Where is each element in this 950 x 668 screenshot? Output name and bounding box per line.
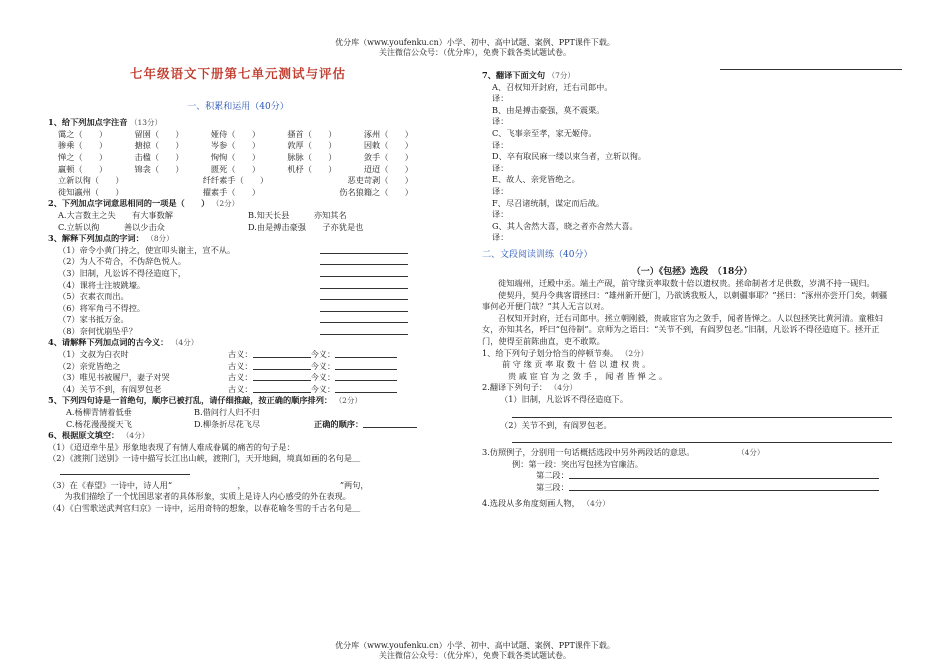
q1-item: 击楹（ ） bbox=[134, 151, 184, 162]
q5-points: （2分） bbox=[334, 396, 362, 406]
q6-item-3: （3）在《春望》一诗中，诗人用“ ， ”两句， bbox=[48, 479, 369, 490]
q7-translate-label: 译： bbox=[492, 139, 509, 150]
q4-gu-label: 古义： bbox=[228, 383, 253, 394]
q7-sentence: C、飞事亲至孝，家无姬侍。 bbox=[492, 127, 597, 138]
r3-para2-row bbox=[482, 470, 902, 482]
q7-translate-label: 译： bbox=[492, 162, 509, 173]
q3-label: 3、解释下列加点的字词： bbox=[48, 233, 144, 244]
q1-item: 留圉（ ） bbox=[134, 128, 184, 139]
q5-option-c: C.杨花漫漫搅天飞 bbox=[66, 418, 132, 429]
q1-item: 骖乘（ ） bbox=[58, 140, 108, 151]
q4-item-row bbox=[58, 361, 468, 373]
q1-row bbox=[48, 140, 413, 152]
q4-points: （4分） bbox=[170, 338, 199, 348]
q6-item-3b: 为我们描绘了一个忧国思家者的具体形象，实质上是诗人内心感受的外在表现。 bbox=[48, 491, 351, 502]
q4-gu-blank[interactable] bbox=[253, 361, 311, 370]
q2-option-c: C.立斩以徇 善以少击众 bbox=[58, 221, 165, 232]
r3-para2-blank[interactable] bbox=[569, 470, 879, 479]
q3-item-row bbox=[58, 245, 468, 257]
reading-question-4 bbox=[482, 498, 902, 510]
r1-points: （2分） bbox=[620, 348, 649, 358]
q3-item-text: （1）帝令小黄门持之，使宣叩头谢主，宣不从。 bbox=[58, 244, 236, 255]
r4-points: （4分） bbox=[582, 498, 610, 508]
footer-line-1: 优分库（www.youfenku.cn）小学、初中、高中试题、案例、PPT课件下载。 bbox=[335, 641, 615, 650]
q3-points: （8分） bbox=[146, 234, 174, 244]
r3-para3-blank[interactable] bbox=[569, 482, 879, 491]
q7-points: （7分） bbox=[547, 71, 575, 80]
q7-items bbox=[482, 82, 902, 244]
q3-answer-blank[interactable] bbox=[320, 291, 408, 300]
q3-answer-blank[interactable] bbox=[320, 256, 408, 265]
r2-answer-line-2[interactable] bbox=[512, 431, 892, 443]
q4-gu-blank[interactable] bbox=[253, 349, 311, 358]
r1-label: 1、给下列句子划分恰当的停顿节奏。 bbox=[482, 347, 619, 358]
question-7 bbox=[482, 70, 902, 82]
q1-item: 擢素手（ ） bbox=[202, 186, 261, 197]
q7-translate-label: 译： bbox=[492, 185, 509, 196]
q3-item-text: （8）奈何忧崩坠乎？ bbox=[58, 325, 137, 336]
q7-translate-label: 译： bbox=[492, 232, 509, 243]
q3-item-text: （4）课将士注坡跳壕。 bbox=[58, 279, 146, 290]
q1-item: 霭之（ ） bbox=[58, 128, 108, 139]
q6-item-4: （4）《白雪歌送武判官归京》一诗中，运用奇特的想象，以春花喻冬雪的千古名句是＿ bbox=[48, 502, 361, 513]
r1-sentence-2: 贵 戚 宦 官 为 之 敛 手 ， 闻 者 皆 惮 之 。 bbox=[508, 370, 668, 381]
q1-label: 1、给下列加点字注音 bbox=[48, 117, 128, 128]
q1-item: 立新以徇（ ） bbox=[58, 175, 124, 186]
question-4 bbox=[48, 337, 468, 349]
q1-item: 机杼（ ） bbox=[287, 163, 337, 174]
q1-item: 匮死（ ） bbox=[210, 163, 261, 174]
q5-option-b: B.借问行人归不归 bbox=[194, 407, 260, 418]
q6-item-2-blank-row bbox=[48, 466, 468, 479]
q3-item-row bbox=[58, 291, 468, 303]
q4-item-text: （1）文叔为白衣时 bbox=[58, 349, 129, 360]
q3-item-text: （2）为人不苟合，不伪辞色悦人。 bbox=[58, 256, 187, 267]
q1-item: 涿州（ ） bbox=[363, 128, 413, 139]
q6-item-2-answer-blank[interactable] bbox=[60, 466, 190, 475]
q3-item-text: （6）将军角弓不得控。 bbox=[58, 302, 146, 313]
q3-answer-blank[interactable] bbox=[320, 245, 408, 254]
r2-points: （4分） bbox=[549, 383, 578, 393]
q1-item: 惮之（ ） bbox=[58, 151, 108, 162]
r3-example: 例：第一段：突出写包拯为官廉洁。 bbox=[512, 458, 644, 469]
section-1-heading: 一、积累和运用（40分） bbox=[187, 101, 289, 112]
q4-label: 4、请解释下列加点词的古今义： bbox=[48, 337, 169, 348]
q1-item: 恶吏苛剥（ ） bbox=[347, 175, 413, 186]
q4-item-row bbox=[58, 349, 468, 361]
q1-item: 羸顿（ ） bbox=[58, 163, 108, 174]
q4-gu-blank[interactable] bbox=[253, 372, 311, 381]
q1-row bbox=[48, 187, 413, 199]
reading-question-3 bbox=[482, 447, 902, 459]
q1-item: 锦衾（ ） bbox=[134, 163, 184, 174]
q4-jin-label: 今义： bbox=[310, 383, 336, 394]
q3-item-text: （5）衣素衣而出。 bbox=[58, 291, 129, 302]
q7-sentence: D、卒有取民麻一缕以束刍者，立斩以徇。 bbox=[492, 151, 646, 162]
q4-jin-label: 今义： bbox=[310, 360, 336, 371]
q6-item-1: （1）《迢迢牵牛星》形象地表现了有情人难成眷属的痛苦的句子是： bbox=[48, 441, 295, 452]
r3-label: 3.仿照例子，分别用一句话概括选段中另外两段话的意思。 bbox=[482, 447, 695, 458]
q1-item: 搪掠（ ） bbox=[134, 140, 184, 151]
q1-row bbox=[48, 129, 413, 141]
reading-question-1 bbox=[482, 348, 902, 360]
q1-item: 岑参（ ） bbox=[210, 140, 261, 151]
r2-sentence-1: （1）旧制，凡讼诉不得径造庭下。 bbox=[500, 394, 629, 405]
q3-item-row bbox=[58, 326, 468, 338]
r2-answer-line-1[interactable] bbox=[512, 406, 892, 418]
r1-sentence-1: 前 守 缘 贡 率 取 数 十 倍 以 遗 权 贵 。 bbox=[502, 359, 651, 370]
q1-item: 徙知瀛州（ ） bbox=[58, 186, 124, 197]
q3-answer-blank[interactable] bbox=[320, 326, 408, 335]
r3-para2-label: 第二段： bbox=[536, 470, 569, 481]
q1-item: 恂恂（ ） bbox=[210, 151, 261, 162]
r2-label: 2.翻译下列句子： bbox=[482, 382, 548, 393]
q4-gu-label: 古义： bbox=[228, 349, 253, 360]
q4-jin-label: 今义： bbox=[310, 372, 336, 383]
q1-item: 搔首（ ） bbox=[287, 128, 337, 139]
q1-item: 娅侍（ ） bbox=[210, 128, 261, 139]
q4-item-text: （3）唯见书被履尸，妻子对哭 bbox=[58, 372, 170, 383]
q5-order-label: 正确的顺序： bbox=[314, 418, 364, 429]
right-column bbox=[482, 60, 902, 509]
passage-paragraph-1: 徙知端州，迁殿中丞。端土产砚，前守缘贡率取数十倍以遗权贵。拯命制者才足供数，岁满不持一砚归。 bbox=[498, 278, 875, 289]
q4-item-text: （2）亲党皆绝之 bbox=[58, 360, 121, 371]
header-line-1: 优分库（www.youfenku.cn）小学、初中、高中试题、案例、PPT课件下载。 bbox=[335, 38, 615, 47]
q7-translate-label: 译： bbox=[492, 209, 509, 220]
q4-gu-label: 古义： bbox=[228, 372, 253, 383]
q3-answer-blank[interactable] bbox=[320, 314, 408, 323]
q3-items bbox=[48, 245, 468, 338]
q7-sentence: F、尽召诸统制，谋定而后战。 bbox=[492, 197, 605, 208]
q4-jin-blank[interactable] bbox=[335, 361, 397, 370]
q1-item: 因敕（ ） bbox=[363, 140, 413, 151]
q1-item: 敦厚（ ） bbox=[287, 140, 337, 151]
q1-row bbox=[48, 152, 413, 164]
q1-points: （13分） bbox=[130, 118, 163, 128]
q3-item-row bbox=[58, 268, 468, 280]
q4-gu-blank[interactable] bbox=[253, 384, 311, 393]
r3-para3-label: 第三段： bbox=[536, 482, 569, 492]
q5-options-cd bbox=[48, 419, 468, 431]
q7-sentence: E、故人、亲党皆绝之。 bbox=[492, 174, 580, 185]
q5-options-ab bbox=[48, 407, 468, 419]
q2-label: 2、下列加点字词意思相同的一项是（ ） bbox=[48, 198, 210, 209]
r3-points: （4分） bbox=[737, 448, 765, 458]
page-title: 七年级语文下册第七单元测试与评估 bbox=[129, 66, 346, 81]
question-3 bbox=[48, 233, 468, 245]
q1-row bbox=[48, 164, 413, 176]
q4-items bbox=[48, 349, 468, 395]
q7-sentence: G、其人舍然大喜，晓之者亦舍然大喜。 bbox=[492, 220, 638, 231]
q4-jin-blank[interactable] bbox=[335, 384, 397, 393]
q5-option-d: D.柳条折尽花飞尽 bbox=[194, 418, 261, 429]
q1-item: 脉脉（ ） bbox=[287, 151, 337, 162]
section-2-heading: 二、文段阅读训练（40分） bbox=[482, 249, 593, 260]
top-answer-line[interactable] bbox=[720, 60, 902, 70]
passage-paragraph-3: 召权知开封府，迁右司郎中。拯立朝刚毅，贵戚宦官为之敛手，闻者皆惮之。人以包拯笑比黄河清。童稚妇女，亦知其名，呼曰“包待制”。京师为之语曰：“关节不到，有阎罗包老。”旧制，凡讼诉不得径造庭下。拯开正门，使得至前陈曲直，吏不敢欺。 bbox=[482, 312, 883, 347]
q3-item-text: （7）家书抵万金。 bbox=[58, 314, 129, 325]
q1-rows bbox=[48, 129, 468, 199]
q3-item-row bbox=[58, 303, 468, 315]
r4-label: 4.选段从多角度刻画人物， bbox=[482, 497, 580, 508]
q1-item: 伤名狼籍之（ ） bbox=[339, 186, 413, 197]
q2-option-b: B.知天长县 亦知其名 bbox=[248, 209, 347, 220]
q3-answer-blank[interactable] bbox=[320, 303, 408, 312]
q2-option-d: D.由是搏击豪强 子亦犹是也 bbox=[248, 221, 364, 232]
reading-question-2 bbox=[482, 382, 902, 394]
q4-jin-blank[interactable] bbox=[335, 372, 397, 381]
passage-paragraph-2: 使契丹，契丹令典客谓拯曰：“雄州新开便门，乃欲诱我叛人，以刺疆事耶？”拯曰：“涿州亦尝开门矣，刺疆事何必开便门哉？”其人无言以对。 bbox=[482, 289, 888, 312]
q3-item-row bbox=[58, 256, 468, 268]
q4-item-row bbox=[58, 372, 468, 384]
q4-jin-blank[interactable] bbox=[335, 349, 397, 358]
r2-sentence-2: （2）关节不到，有阎罗包老。 bbox=[500, 419, 612, 430]
q7-label: 7、翻译下面文句 bbox=[482, 70, 546, 80]
question-6 bbox=[48, 430, 468, 442]
q1-item: 迢迢（ ） bbox=[363, 163, 413, 174]
q2-options-cd bbox=[48, 222, 468, 234]
q5-order-blank[interactable] bbox=[363, 419, 417, 428]
q7-translate-label: 译： bbox=[492, 93, 509, 104]
q3-item-row bbox=[58, 314, 468, 326]
q4-gu-label: 古义： bbox=[228, 360, 253, 371]
q5-option-a: A.杨柳青情着低垂 bbox=[66, 407, 132, 418]
footer-line-2: 关注微信公众号：（优分库），免费下载各类试题试卷。 bbox=[379, 651, 571, 660]
q2-options-ab bbox=[48, 210, 468, 222]
question-2 bbox=[48, 198, 468, 210]
q1-row bbox=[48, 175, 413, 187]
q6-item-2: （2）《渡荆门送别》一诗中描写长江出山峡，渡荆门，天开地阔，境真如画的名句是＿ bbox=[48, 453, 361, 464]
q3-item-text: （3）旧制，凡讼诉不得径造庭下， bbox=[58, 267, 187, 278]
passage-title: （一）《包拯》选段 （18分） bbox=[631, 266, 753, 277]
r3-para3-row bbox=[482, 482, 902, 494]
q7-translate-label: 译： bbox=[492, 116, 509, 127]
header-line-2: 关注微信公众号：（优分库），免费下载各类试题试卷。 bbox=[379, 48, 571, 57]
q5-label: 5、下列四句诗是一首绝句，顺序已被打乱，请仔细推敲，按正确的顺序排列： bbox=[48, 395, 333, 406]
q6-points: （4分） bbox=[121, 431, 150, 441]
q2-points: （2分） bbox=[211, 199, 240, 209]
q2-option-a: A.大言数主之失 有大事数解 bbox=[58, 209, 173, 220]
q3-answer-blank[interactable] bbox=[320, 268, 408, 277]
q4-item-text: （4）关节不到，有阎罗包老 bbox=[58, 383, 162, 394]
q7-sentence: B、由是搏击豪强，莫不震栗。 bbox=[492, 104, 605, 115]
q7-sentence: A、召权知开封府，迁右司郎中。 bbox=[492, 81, 613, 92]
q3-answer-blank[interactable] bbox=[320, 280, 408, 289]
q4-item-row bbox=[58, 384, 468, 396]
q4-jin-label: 今义： bbox=[310, 349, 336, 360]
q1-item: 敛手（ ） bbox=[363, 151, 413, 162]
question-5 bbox=[48, 395, 468, 407]
left-column bbox=[48, 60, 468, 514]
q1-item: 纤纤素手（ ） bbox=[202, 175, 269, 186]
q3-item-row bbox=[58, 280, 468, 292]
q6-label: 6、根据原文填空： bbox=[48, 430, 120, 441]
question-1 bbox=[48, 117, 468, 129]
